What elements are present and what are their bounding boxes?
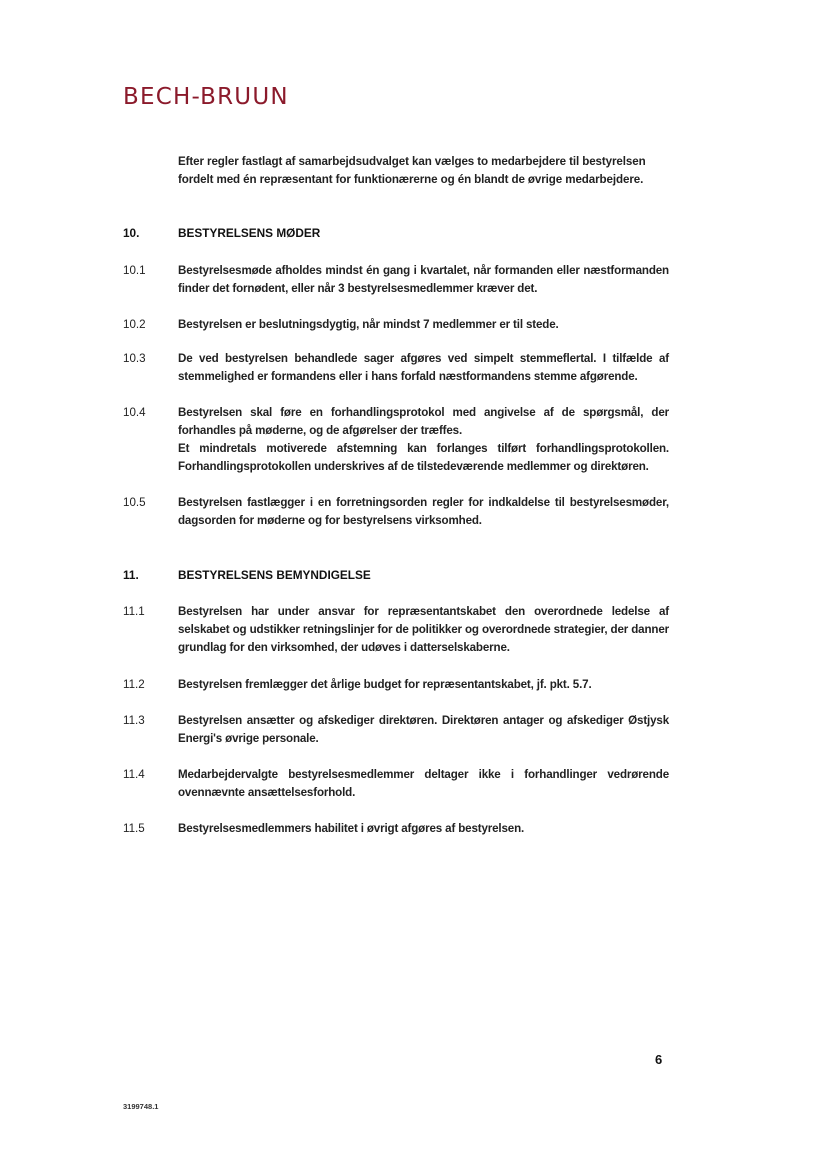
- clause-number: 11.3: [123, 714, 145, 727]
- clause-text: Bestyrelsen er beslutningsdygtig, når mindst 7 medlemmer er til stede.: [178, 318, 559, 331]
- section-number: 11.: [123, 568, 139, 582]
- clause-11-4: [123, 766, 669, 802]
- clause-number: 11.1: [123, 605, 145, 618]
- intro-paragraph: Efter regler fastlagt af samarbejdsudvalget kan vælges to medarbejdere til bestyrelsen fordelt med én repræsentant for funktionærerne og én blandt de øvrige medarbejdere.: [178, 155, 646, 186]
- bech-bruun-logo: BECH-BRUUN: [123, 84, 289, 110]
- clause-number: 11.4: [123, 768, 145, 781]
- section-title: BESTYRELSENS BEMYNDIGELSE: [178, 568, 371, 582]
- clause-text: Bestyrelsen fastlægger i en forretningsorden regler for indkaldelse til bestyrelsesmøder, dagsorden for møderne og for bestyrelsens virksomhed.: [178, 496, 669, 527]
- clause-text: Bestyrelsesmedlemmers habilitet i øvrigt afgøres af bestyrelsen.: [178, 822, 525, 835]
- clause-10-1: [123, 262, 669, 298]
- clause-text: Bestyrelsen fremlægger det årlige budget for repræsentantskabet, jf. pkt. 5.7.: [178, 678, 592, 691]
- clause-number: 10.1: [123, 264, 146, 277]
- clause-11-5: [123, 820, 669, 838]
- clause-text: De ved bestyrelsen behandlede sager afgøres ved simpelt stemmeflertal. I tilfælde af stemmelighed er formandens eller i hans forfald næstformandens stemme afgørende.: [178, 352, 669, 383]
- clause-number: 10.2: [123, 318, 146, 331]
- clause-number: 11.5: [123, 822, 145, 835]
- clause-number: 10.3: [123, 352, 146, 365]
- clause-11-2: [123, 676, 669, 694]
- clause-10-2: [123, 316, 669, 334]
- page-number: 6: [655, 1052, 663, 1067]
- clause-text: Medarbejdervalgte bestyrelsesmedlemmer deltager ikke i forhandlinger vedrørende ovennævnte ansættelsesforhold.: [178, 768, 669, 799]
- section-number: 10.: [123, 226, 140, 240]
- clause-10-5: [123, 494, 669, 530]
- clause-number: 10.5: [123, 496, 146, 509]
- clause-text: Bestyrelsen har under ansvar for repræsentantskabet den overordnede ledelse af selskabet og udstikker retningslinjer for de politikker og overordnede strategier, der danner grundlag for den virksomhed, der udøves i datterselskaberne.: [178, 605, 669, 654]
- clause-text: Bestyrelsen ansætter og afskediger direktøren. Direktøren antager og afskediger Østjysk Energi's øvrige personale.: [178, 714, 669, 745]
- document-id: 3199748.1: [123, 1102, 159, 1111]
- clause-text: Bestyrelsesmøde afholdes mindst én gang i kvartalet, når formanden eller næstformanden finder det fornødent, eller når 3 bestyrelsesmedlemmer kræver det.: [178, 264, 669, 295]
- section-title: BESTYRELSENS MØDER: [178, 226, 321, 240]
- clause-11-3: [123, 712, 669, 748]
- clause-text: Et mindretals motiverede afstemning kan forlanges tilført forhandlingsprotokollen. Forhandlingsprotokollen underskrives af de tilstedeværende medlemmer og direktøren.: [178, 442, 669, 473]
- clause-text: Bestyrelsen skal føre en forhandlingsprotokol med angivelse af de spørgsmål, der forhandles på møderne, og de afgørelser der træffes.: [178, 406, 669, 437]
- clause-10-3: [123, 350, 669, 386]
- clause-number: 10.4: [123, 406, 146, 419]
- clause-10-4: [123, 404, 669, 476]
- clause-number: 11.2: [123, 678, 145, 691]
- clause-11-1: [123, 603, 669, 657]
